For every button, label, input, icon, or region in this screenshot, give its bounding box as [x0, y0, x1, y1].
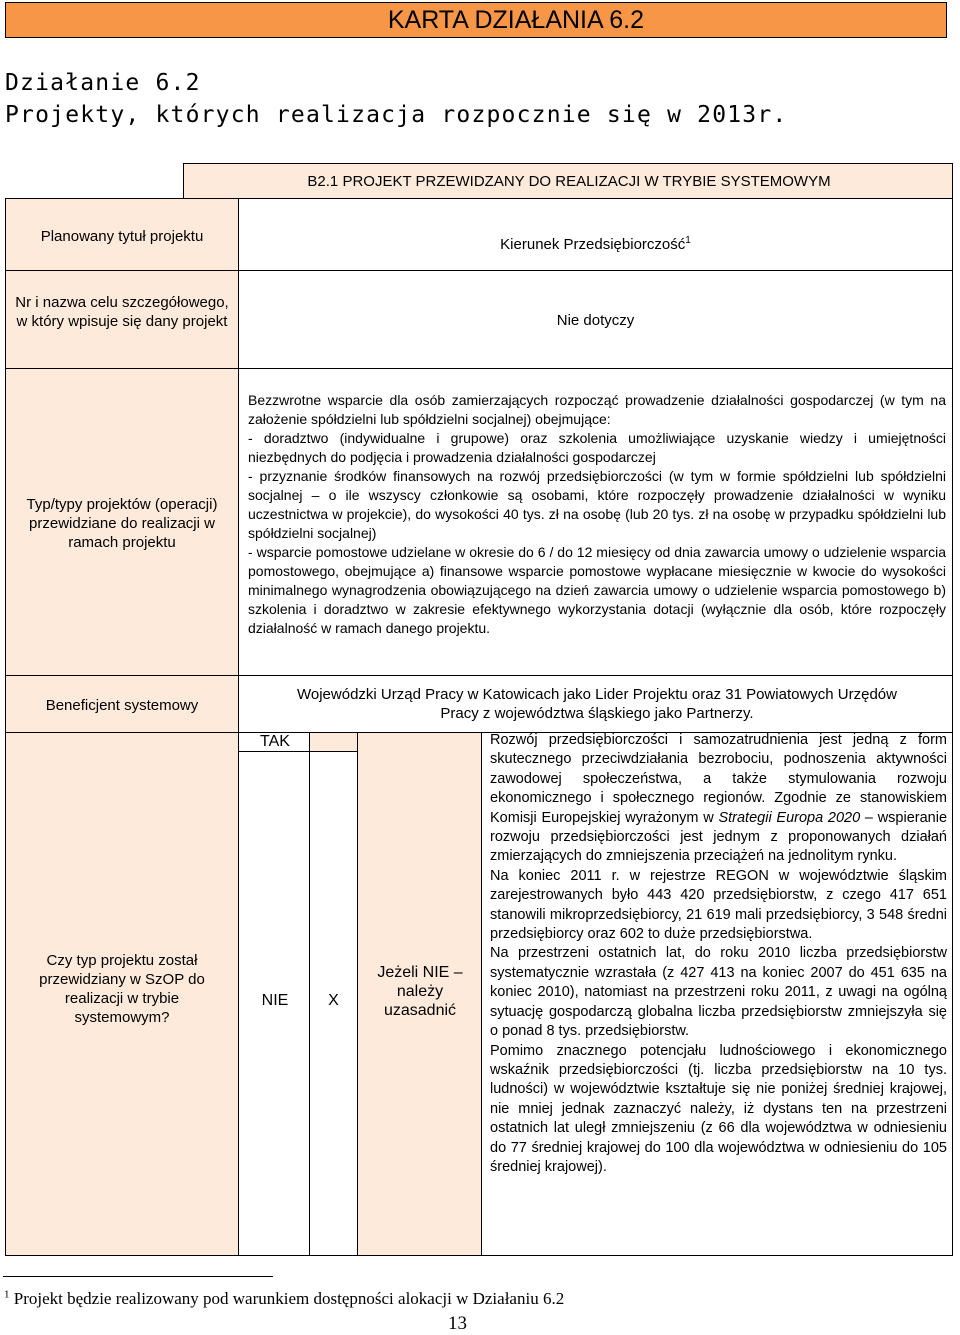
no-label: NIE — [261, 992, 289, 1009]
types-value-cell — [238, 368, 953, 676]
justification-cell — [481, 732, 953, 1256]
beneficiary-value-cell — [238, 675, 953, 733]
section-title: B2.1 PROJEKT PRZEWIDZANY DO REALIZACJI W TRYBIE SYSTEMOWYM — [307, 173, 831, 190]
justification-paragraph: Na koniec 2011 r. w rejestrze REGON w województwie śląskim zarejestrowanych było 443 420 przedsiębiorstw, z czego 417 651 stanowili mikroprzedsiębiorcy, 21 619 mali przedsiębiorcy, 3 548 średni przedsiębiorcy oraz 602 to duże przedsiębiorstwa. — [490, 867, 947, 943]
beneficiary-value: Wojewódzki Urząd Pracy w Katowicach jako Lider Projektu oraz 31 Powiatowych Urzędów Pracy z województwa śląskiego jako Partnerzy. — [297, 686, 897, 722]
types-paragraph: - wsparcie pomostowe udzielane w okresie do 6 / do 12 miesięcy od dnia zawarcia umowy o udzielenie wsparcia pomostowego, obejmujące a) finansowe wsparcie pomostowe wypłacane miesięcznie w kwocie do wysokości minimalnego wynagrodzenia obowiązującego na dzień zawarcia umowy o udzielenie wsparcia pomostowego b) szkolenia i doradztwo w zakresie efektywnego wykorzystania dotacji (wyłącznie dla osób, które rozpoczęły działalność w ramach danego projektu. — [248, 544, 946, 636]
beneficiary-label: Beneficjent systemowy — [45, 697, 199, 714]
yes-label: TAK — [260, 733, 290, 750]
action-heading: Działanie 6.2 — [5, 70, 201, 96]
types-description — [248, 391, 946, 638]
if-no-cell — [357, 732, 482, 1256]
goal-value: Nie dotyczy — [556, 312, 635, 329]
types-label: Typ/typy projektów (operacji) przewidziane do realizacji w ramach projektu — [26, 496, 218, 551]
justification-paragraph: Na przestrzeni ostatnich lat, do roku 2010 liczba przedsiębiorstw systematycznie wzrastała (z 427 413 na koniec 2007 do 451 635 na koniec 2010), natomiast na przestrzeni roku 2011, z uwagi na ogólną sytuację gospodarczą globalna liczba przedsiębiorstw zmniejszyła się o ponad 8 tys. przedsiębiorstw. — [490, 945, 947, 1040]
types-paragraph: Bezzwrotne wsparcie dla osób zamierzających rozpocząć prowadzenie działalności gospodarczej (w tym na założenie spółdzielni lub spółdzielni socjalnej) obejmujące: — [248, 392, 946, 427]
justification-text — [490, 731, 947, 1177]
footnote — [4, 1289, 564, 1309]
title-label: Planowany tytuł projektu — [40, 228, 204, 245]
systemic-label-cell — [5, 732, 239, 1256]
goal-label: Nr i nazwa celu szczegółowego, w który wpisuje się dany projekt — [15, 294, 229, 330]
strategy-name: Strategii Europa 2020 — [718, 809, 861, 826]
card-title: KARTA DZIAŁANIA 6.2 — [387, 6, 644, 34]
no-label-cell — [238, 751, 310, 1256]
justification-paragraph: Rozwój przedsiębiorczości i samozatrudnienia jest jedną z form skutecznego przeciwdziałania bezrobociu, podnoszenia aktywności zawodowej społeczeństwa, a także stymulowania rozwoju ekonomicznego i społecznego regionów. Zgodnie ze stanowiskiem Komisji Europejskiej wyrażonym w Strategii Europa 2020 – wspieranie rozwoju przedsiębiorczości jest jednym z proponowanych działań zmierzających do zmniejszenia przeciążeń na jednolitym rynku. — [490, 732, 948, 865]
types-label-cell — [5, 368, 239, 676]
goal-value-cell — [238, 270, 953, 369]
footnote-ref: 1 — [685, 235, 691, 246]
title-value-cell — [238, 198, 953, 271]
types-paragraph: - doradztwo (indywidualne i grupowe) oraz szkolenia umożliwiające uzyskanie wiedzy i umiejętności niezbędnych do podjęcia i prowadzenia działalności gospodarczej — [248, 430, 946, 465]
action-subheading: Projekty, których realizacja rozpocznie się w 2013r. — [5, 102, 788, 128]
footnote-separator — [3, 1276, 273, 1277]
footnote-text: Projekt będzie realizowany pod warunkiem dostępności alokacji w Działaniu 6.2 — [13, 1289, 565, 1308]
beneficiary-label-cell — [5, 675, 239, 733]
yes-mark-cell — [309, 732, 358, 752]
no-mark-cell — [309, 751, 358, 1256]
project-title: Kierunek Przedsiębiorczość$^1$ — [500, 235, 691, 253]
page-number: 13 — [448, 1313, 467, 1334]
footnote-marker: 1 — [4, 1288, 10, 1301]
types-paragraph: - przyznanie środków finansowych na rozwój przedsiębiorczości (w tym w formie spółdzielni lub spółdzielni socjalnej – o ile wszyscy członkowie są osobami, które rozpoczęły prowadzenie działalności w wyniku uczestnictwa w projekcie), do wysokości 40 tys. zł na osobę (lub 20 tys. zł na osobę w przypadku spółdzielni lub spółdzielni socjalnej) — [248, 468, 946, 541]
no-mark: X — [328, 992, 339, 1009]
section-title-cell — [183, 163, 953, 199]
if-no-label: Jeżeli NIE – należy uzasadnić — [377, 964, 463, 1019]
systemic-label: Czy typ projektu został przewidziany w SzOP do realizacji w trybie systemowym? — [39, 952, 205, 1026]
card-header-banner — [5, 2, 947, 38]
justification-paragraph: Pomimo znacznego potencjału ludnościowego i ekonomicznego wskaźnik przedsiębiorczości (tj. liczba przedsiębiorstw na 10 tys. ludności) w województwie kształtuje się nie poniżej średniej krajowej, nie mniej jednak zaznaczyć należy, iż dystans ten na przestrzeni ostatnich lat uległ zmniejszeniu (z 66 dla województwa w odniesieniu do 77 średniej krajowej do 100 dla województwa w odniesieniu do 105 średniej krajowej). — [490, 1042, 947, 1175]
yes-label-cell — [238, 732, 310, 752]
title-label-cell — [5, 198, 239, 271]
goal-label-cell — [5, 270, 239, 369]
